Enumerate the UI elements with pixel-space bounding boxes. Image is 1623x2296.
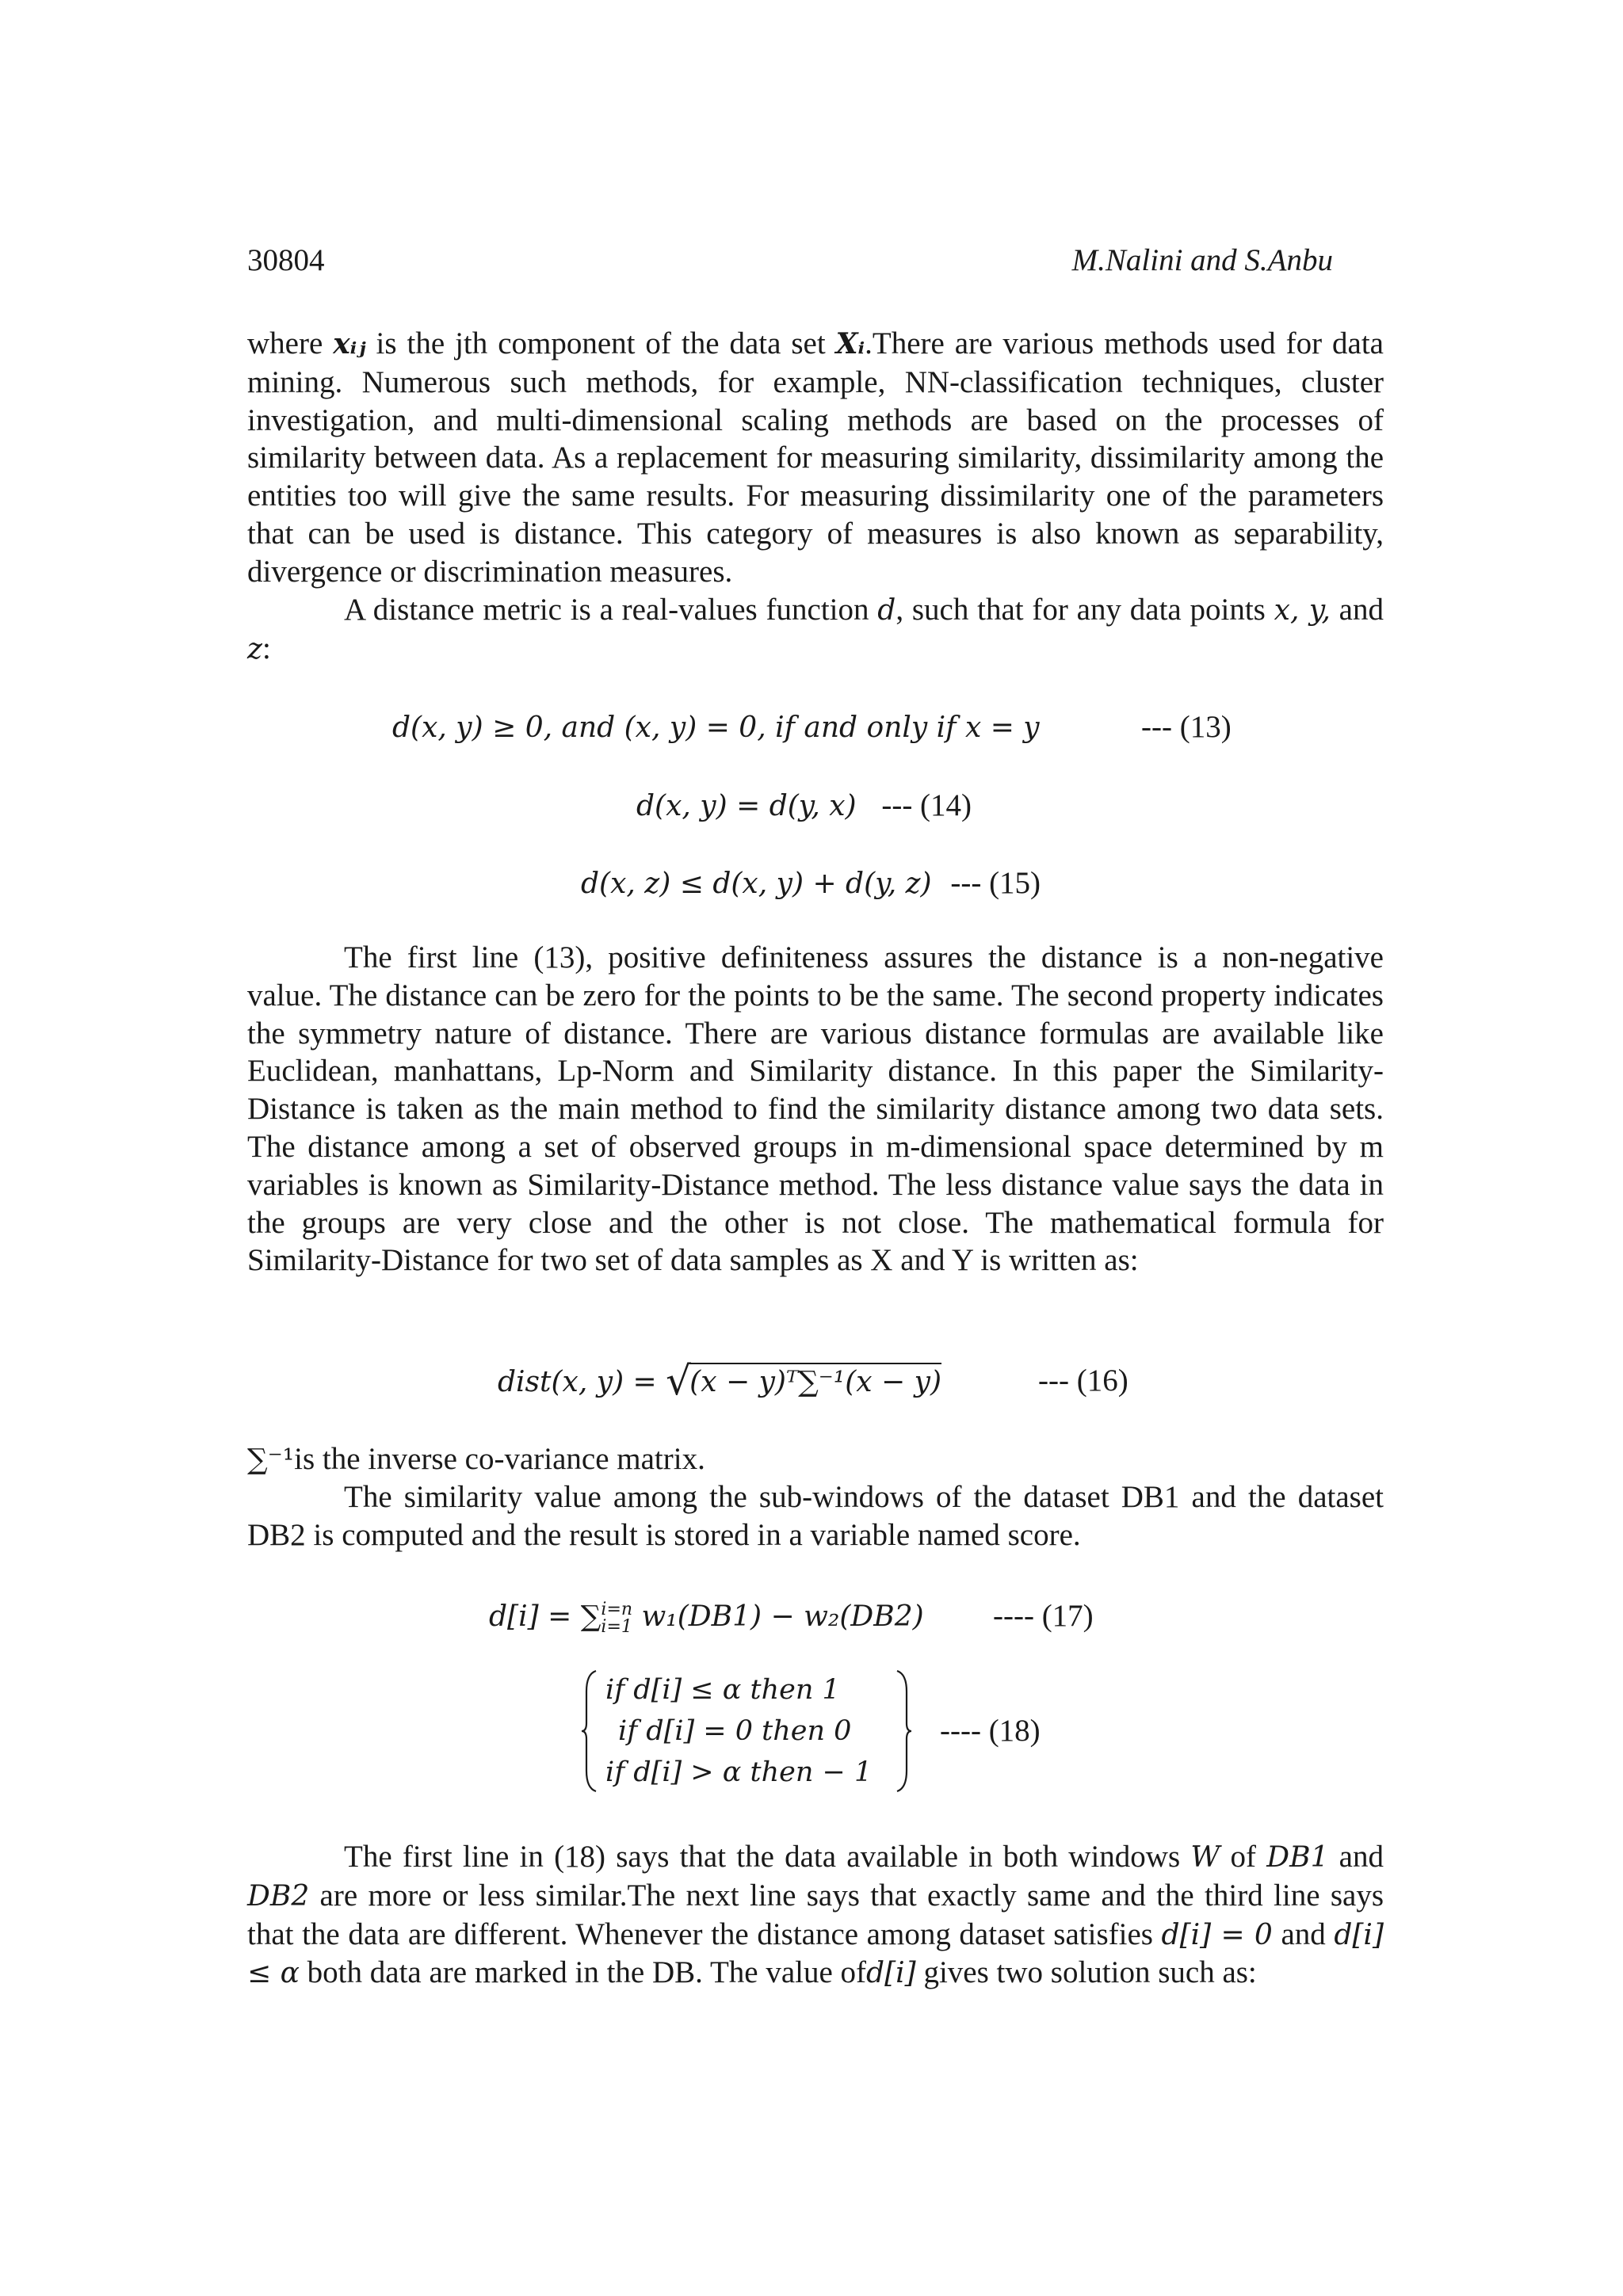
equation-14 — [636, 788, 972, 823]
running-authors: M.Nalini and S.Anbu — [1071, 243, 1333, 277]
var-di: d[i] — [866, 1957, 916, 1990]
p5-text: The similarity value among the sub-windows of the dataset DB1 and the dataset DB2 is computed and the result is stored in a variable named score. — [247, 1480, 1384, 1552]
case-row-3: if d[i] > α then − 1 — [605, 1756, 873, 1788]
sigma-inverse-symbol: ∑⁻¹ — [247, 1444, 295, 1476]
cond-alpha: d[i] ≤ α — [247, 1918, 1384, 1990]
var-z: z — [247, 632, 262, 666]
square-root — [666, 1358, 941, 1404]
running-header — [247, 242, 1333, 290]
paragraph-interpretation — [247, 1838, 1384, 1993]
equation-16-label — [1038, 1363, 1128, 1398]
equation-13-number: --- (13) — [1141, 710, 1232, 744]
equation-18-label — [940, 1713, 1041, 1749]
var-db2: DB2 — [247, 1879, 310, 1913]
summation-limits — [601, 1601, 632, 1636]
var-w: W — [1190, 1841, 1220, 1874]
page-number: 30804 — [247, 243, 325, 277]
equation-18-number: ---- (18) — [940, 1714, 1041, 1748]
equation-14-math: d(x, y) = d(y, x) — [636, 790, 857, 822]
equation-15-math: d(x, z) ≤ d(x, y) + d(y, z) — [581, 868, 932, 900]
summation-upper: i=n — [601, 1600, 633, 1620]
var-d: d — [877, 594, 896, 627]
p2-text-1: A distance metric is a real-values function — [344, 593, 878, 627]
radical-sign: √ — [666, 1358, 692, 1404]
equation-16-number: --- (16) — [1038, 1363, 1128, 1398]
case-row-2: if d[i] = 0 then 0 — [618, 1715, 852, 1747]
equation-18 — [580, 1668, 913, 1794]
var-xy: x, y, — [1274, 594, 1331, 627]
var-xij: 𝒙ᵢⱼ — [333, 327, 366, 360]
paragraph-properties — [247, 939, 1384, 1280]
p6-text-4: are more or less similar.The next line says that exactly same and the third line says that the data are different. Whenever the distance among dataset satisfies — [247, 1878, 1384, 1951]
equation-17-label — [993, 1598, 1094, 1634]
p6-text-1: The first line in (18) says that the data available in both windows — [344, 1840, 1191, 1874]
paragraph-inverse-covariance — [247, 1440, 1384, 1479]
p4-text: is the inverse co-variance matrix. — [294, 1442, 705, 1476]
left-brace — [580, 1668, 599, 1794]
p1-text-1: where — [247, 326, 334, 360]
equation-13-math: d(x, y) ≥ 0, and (x, y) = 0, if and only if x = y — [392, 711, 1040, 744]
p2-text-4: : — [262, 631, 271, 666]
case-row-1: if d[i] ≤ α then 1 — [605, 1674, 840, 1706]
p1-text-2: is the jth component of the data set — [365, 326, 836, 360]
equation-16 — [498, 1358, 941, 1404]
paragraph-similarity-score — [247, 1478, 1384, 1554]
equation-14-number: --- (14) — [881, 788, 972, 822]
equation-17-lhs: d[i] = — [489, 1600, 581, 1633]
equation-16-lhs: dist(x, y) = — [498, 1366, 666, 1398]
p6-text-6: both data are marked in the DB. The value of — [299, 1955, 867, 1990]
paragraph-distance-metric — [247, 591, 1384, 669]
equation-17-rhs: w₁(DB1) − w₂(DB2) — [632, 1600, 924, 1633]
p3-text: The first line (13), positive definiteness assures the distance is a non-negative value. The distance can be zero for the points to be the same. The second property indicates the symmetry nature of distance. There are various distance formulas are available like Euclidean, manhattans, Lp-Norm and Similarity distance. In this paper the Similarity-Distance is taken as the main method to find the similarity distance among two data sets. The distance among a set of observed groups in m-dimensional space determined by m variables is known as Similarity-Distance method. The less distance value says the data in the groups are very close and the other is not close. The mathematical formula for Similarity-Distance for two set of data samples as X and Y is written as: — [247, 940, 1384, 1278]
paragraph-data-mining — [247, 325, 1384, 591]
p6-text-2: of — [1220, 1840, 1267, 1874]
var-xi: 𝑿ᵢ — [835, 327, 865, 360]
equation-17 — [489, 1598, 924, 1636]
right-brace — [894, 1668, 913, 1794]
p2-text-2: , such that for any data points — [896, 593, 1274, 627]
p6-text-7: gives two solution such as: — [915, 1955, 1257, 1990]
equation-15 — [581, 865, 1041, 901]
p6-text-3: and — [1328, 1840, 1384, 1874]
p2-text-3: and — [1330, 593, 1384, 627]
equation-17-number: ---- (17) — [993, 1599, 1094, 1633]
p6-text-5: and — [1272, 1917, 1335, 1951]
equation-16-radicand: (x − y)ᵀ∑⁻¹(x − y) — [689, 1363, 941, 1398]
equation-13-label — [1141, 709, 1232, 745]
p1-text-3: .There are various methods used for data mining. Numerous such methods, for example, NN-classification techniques, cluster investigation, and multi-dimensional scaling methods are based on the processes of similarity between data. As a replacement for measuring similarity, dissimilarity among the entities too will give the same results. For measuring dissimilarity one of the parameters that can be used is distance. This category of measures is also known as separability, divergence or discrimination measures. — [247, 326, 1384, 589]
equation-15-number: --- (15) — [950, 866, 1041, 900]
summation-lower: i=1 — [601, 1617, 632, 1638]
equation-13 — [392, 709, 1040, 745]
summation-sign: ∑ — [580, 1600, 601, 1633]
var-db1: DB1 — [1266, 1841, 1329, 1874]
cond-zero: d[i] = 0 — [1161, 1918, 1273, 1951]
